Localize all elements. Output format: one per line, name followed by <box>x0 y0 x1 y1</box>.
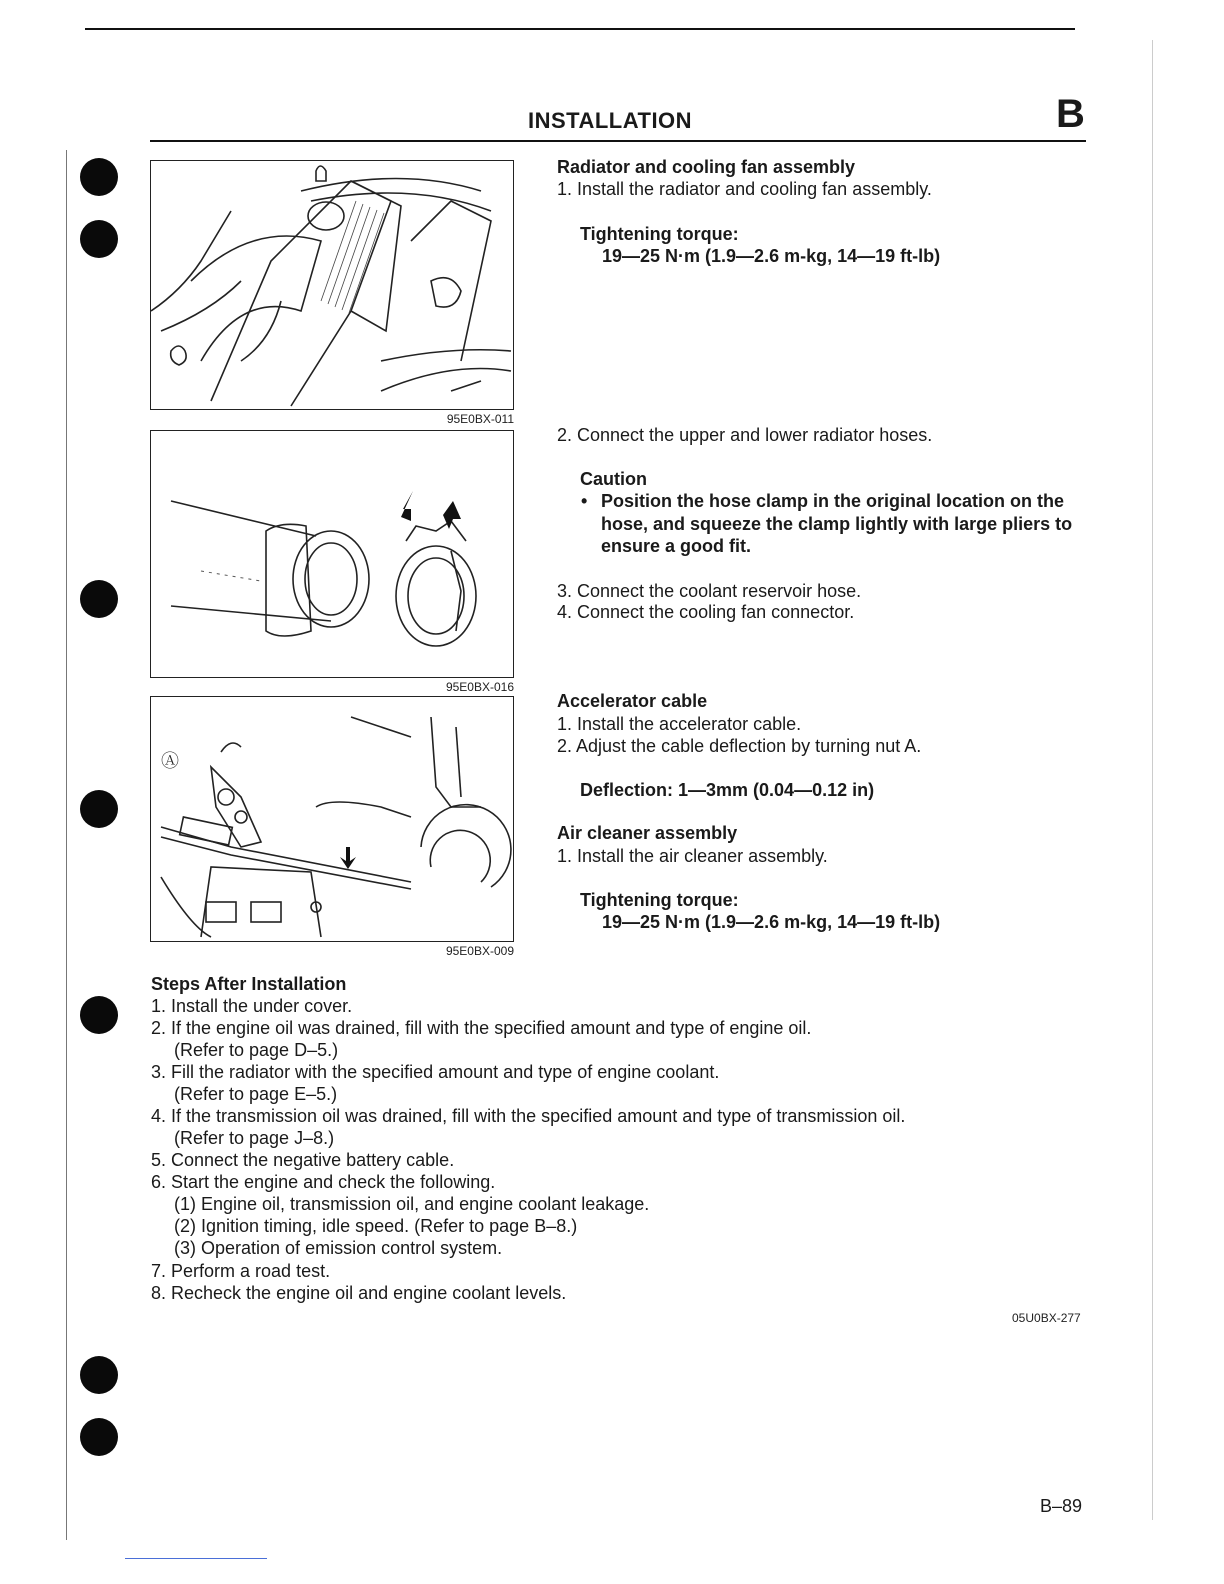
binder-hole-7 <box>80 1418 118 1456</box>
top-rule <box>85 28 1075 30</box>
figure-code-1: 95E0BX-011 <box>446 412 514 426</box>
accelerator-heading: Accelerator cable <box>557 691 708 711</box>
radiator-step-1: 1. Install the radiator and cooling fan assembly. <box>557 179 932 199</box>
deflection-spec: Deflection: 1—3mm (0.04—0.12 in) <box>580 780 875 800</box>
radiator-fan-assembly-icon <box>151 161 513 409</box>
figure-code-2: 95E0BX-016 <box>445 680 514 694</box>
left-margin-line <box>66 150 67 1540</box>
steps-after-line-8: 5. Connect the negative battery cable. <box>151 1150 455 1170</box>
air-cleaner-step-1: 1. Install the air cleaner assembly. <box>557 846 828 866</box>
steps-after-line-13: 7. Perform a road test. <box>151 1261 331 1281</box>
steps-after-line-12: (3) Operation of emission control system. <box>174 1238 503 1258</box>
figure-code-3: 95E0BX-009 <box>445 944 514 958</box>
callout-a: Ⓐ <box>161 751 179 772</box>
figure-radiator <box>150 160 514 410</box>
steps-after-line-1: 1. Install the under cover. <box>151 996 353 1016</box>
bottom-blue-line <box>125 1558 267 1559</box>
hose-clamp-icon <box>151 431 513 677</box>
steps-after-line-7: (Refer to page J–8.) <box>174 1128 335 1148</box>
air-cleaner-heading: Air cleaner assembly <box>557 823 738 843</box>
steps-after-line-2: 2. If the engine oil was drained, fill with the specified amount and type of engine oil. <box>151 1018 812 1038</box>
accelerator-step-1: 1. Install the accelerator cable. <box>557 714 802 734</box>
steps-after-line-6: 4. If the transmission oil was drained, fill with the specified amount and type of transmission oil. <box>151 1106 906 1126</box>
radiator-torque-label: Tightening torque: <box>580 224 739 244</box>
steps-after-line-10: (1) Engine oil, transmission oil, and engine coolant leakage. <box>174 1194 650 1214</box>
page-title: INSTALLATION <box>528 108 693 133</box>
page-number: B–89 <box>1040 1496 1083 1516</box>
radiator-step-4: 4. Connect the cooling fan connector. <box>557 602 855 622</box>
accelerator-cable-icon <box>151 697 513 941</box>
caution-bullet: • <box>581 491 588 511</box>
figure-hose-clamp <box>150 430 514 678</box>
right-margin-line <box>1152 40 1153 1520</box>
header-rule <box>150 140 1086 142</box>
binder-hole-6 <box>80 1356 118 1394</box>
accelerator-step-2: 2. Adjust the cable deflection by turning nut A. <box>557 736 922 756</box>
caution-label: Caution <box>580 469 647 489</box>
steps-after-line-11: (2) Ignition timing, idle speed. (Refer to page B–8.) <box>174 1216 578 1236</box>
steps-after-line-4: 3. Fill the radiator with the specified amount and type of engine coolant. <box>151 1062 720 1082</box>
steps-after-line-14: 8. Recheck the engine oil and engine coolant levels. <box>151 1283 567 1303</box>
binder-hole-1 <box>80 158 118 196</box>
radiator-heading: Radiator and cooling fan assembly <box>557 157 856 177</box>
binder-hole-3 <box>80 580 118 618</box>
binder-hole-2 <box>80 220 118 258</box>
radiator-torque-value: 19—25 N·m (1.9—2.6 m-kg, 14—19 ft-lb) <box>602 246 941 266</box>
steps-after-line-9: 6. Start the engine and check the following. <box>151 1172 496 1192</box>
caution-item <box>581 490 1097 558</box>
binder-hole-4 <box>80 790 118 828</box>
figure-accelerator-cable <box>150 696 514 942</box>
caution-text: Position the hose clamp in the original location on the hose, and squeeze the clamp lightly with large pliers to ensure a good fit. <box>601 491 1073 556</box>
air-cleaner-torque-label: Tightening torque: <box>580 890 739 910</box>
radiator-step-2: 2. Connect the upper and lower radiator hoses. <box>557 425 933 445</box>
steps-after-line-5: (Refer to page E–5.) <box>174 1084 338 1104</box>
footer-code: 05U0BX-277 <box>1012 1311 1081 1325</box>
binder-hole-5 <box>80 996 118 1034</box>
steps-after-line-3: (Refer to page D–5.) <box>174 1040 339 1060</box>
steps-after-heading: Steps After Installation <box>151 974 347 994</box>
air-cleaner-torque-value: 19—25 N·m (1.9—2.6 m-kg, 14—19 ft-lb) <box>602 912 941 932</box>
section-letter: B <box>1056 92 1085 136</box>
radiator-step-3: 3. Connect the coolant reservoir hose. <box>557 581 862 601</box>
